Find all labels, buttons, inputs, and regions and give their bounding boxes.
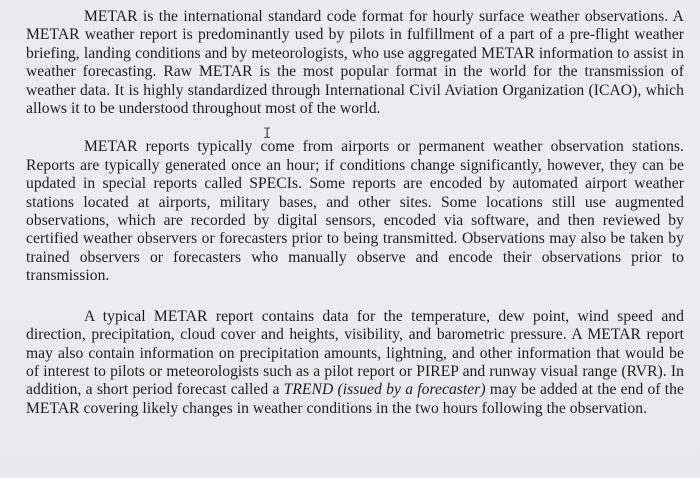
paragraph-metar-contents: [26, 308, 684, 418]
paragraph-3-text-after: may be added at the end of the METAR covering likely changes in weather conditions in the two hours following the observation.: [26, 381, 684, 417]
paragraph-3-text-before: A typical METAR report contains data for the temperature, dew point, wind speed and direction, precipitation, cloud cover and heights, visibility, and barometric pressure. A METAR report may also contain information on precipitation amounts, lightning, and other information that would be of interest to pilots or meteorologists such as a pilot report or PIREP and runway visual range (RVR). In addition, a short period forecast called a: [26, 307, 684, 399]
trend-italic-text: TREND (issued by a forecaster): [283, 381, 486, 399]
document-page: [26, 8, 684, 418]
text-cursor-icon: I: [263, 126, 272, 142]
paragraph-metar-sources: METAR reports typically come from airports or permanent weather observation stations. Reports are typically generated once an hour; if conditions change significantly, however, they can be updated in special reports called SPECIs. Some reports are encoded by automated airport weather stations located at airports, military bases, and other sites. Some locations still use augmented observations, which are recorded by digital sensors, encoded via software, and then reviewed by certified weather observers or forecasters prior to being transmitted. Observations may also be taken by trained observers or forecasters who manually observe and encode their observations prior to transmission.: [26, 138, 684, 285]
paragraph-metar-definition: METAR is the international standard code format for hourly surface weather observations. A METAR weather report is predominantly used by pilots in fulfillment of a part of a pre-flight weather briefing, landing conditions and by meteorologists, who use aggregated METAR information to assist in weather forecasting. Raw METAR is the most popular format in the world for the transmission of weather data. It is highly standardized through International Civil Aviation Organization (ICAO), which allows it to be understood throughout most of the world.: [26, 8, 684, 118]
